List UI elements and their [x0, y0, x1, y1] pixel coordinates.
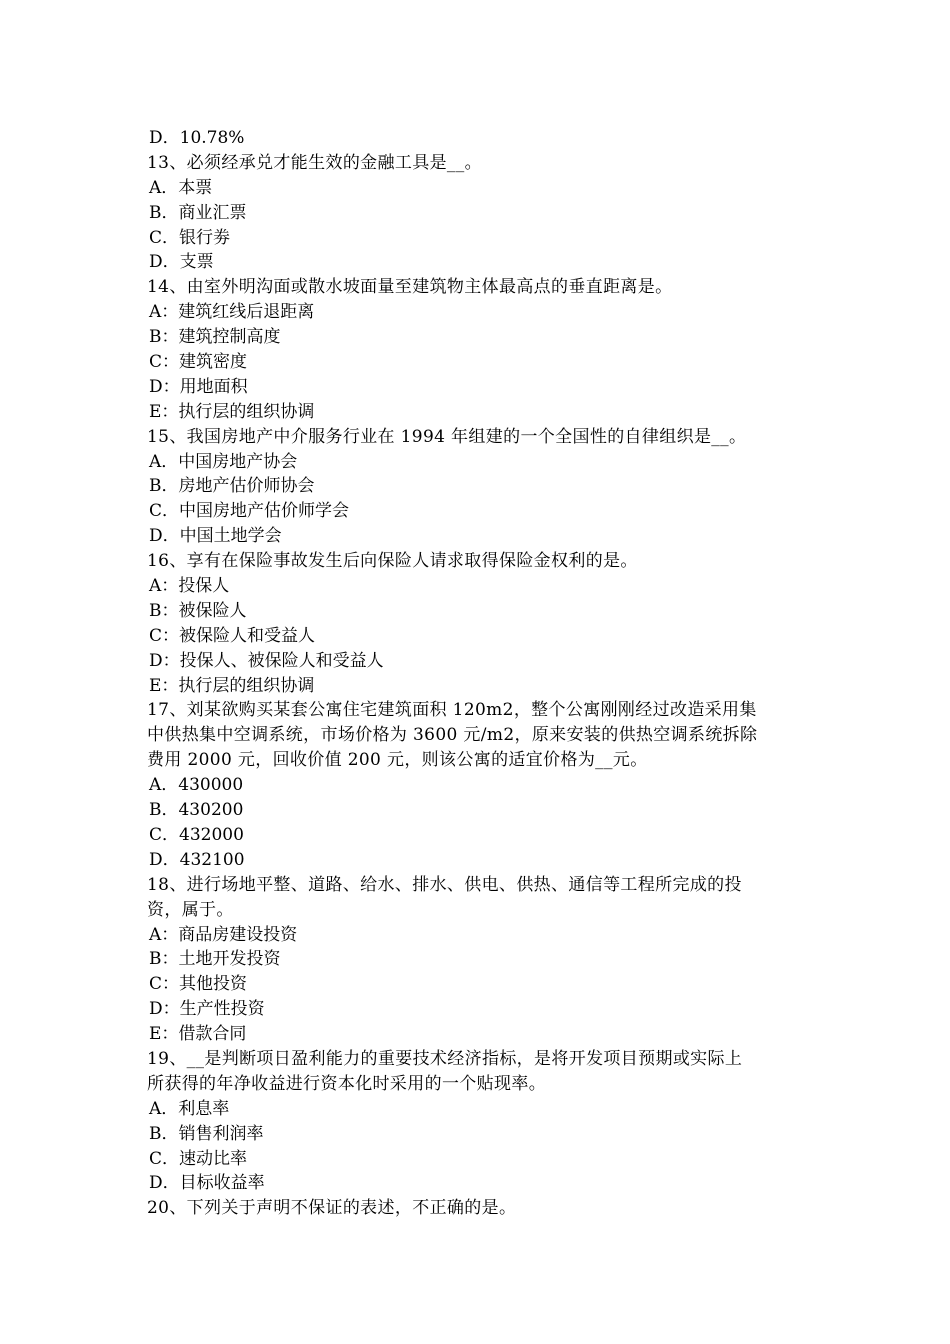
answer-option: C．432000	[149, 824, 244, 845]
answer-option: B．销售利润率	[149, 1123, 264, 1144]
answer-option: A：商品房建设投资	[149, 924, 298, 945]
question-text-line: 14、由室外明沟面或散水坡面量至建筑物主体最高点的垂直距离是。	[147, 277, 673, 298]
question-text-line: 16、享有在保险事故发生后向保险人请求取得保险金权利的是。	[147, 551, 638, 572]
question-text-line: 费用 2000 元，回收价值 200 元，则该公寓的适宜价格为__元。	[147, 750, 648, 771]
answer-option: B．430200	[149, 800, 244, 821]
question-text-line: 13、必须经承兑才能生效的金融工具是__。	[147, 152, 482, 173]
question-text-line: 19、__是判断项日盈利能力的重要技术经济指标，是将开发项目预期或实际上	[147, 1048, 743, 1069]
answer-option: A．利息率	[149, 1098, 230, 1119]
answer-option: D．中国土地学会	[149, 526, 282, 547]
answer-option: E：借款合同	[149, 1024, 247, 1045]
answer-option: B：被保险人	[149, 600, 247, 621]
answer-option: A：建筑红线后退距离	[149, 302, 315, 323]
document-page	[147, 126, 811, 1221]
answer-option: C．速动比率	[149, 1148, 248, 1169]
question-text-line: 所获得的年净收益进行资本化时采用的一个贴现率。	[147, 1073, 547, 1094]
answer-option: B．商业汇票	[149, 202, 247, 223]
answer-option: B：建筑控制高度	[149, 327, 281, 348]
answer-option: A：投保人	[149, 576, 230, 597]
answer-option: D．432100	[149, 849, 245, 870]
answer-option: E：执行层的组织协调	[149, 675, 315, 696]
question-text-line: 15、我国房地产中介服务行业在 1994 年组建的一个全国性的自律组织是__。	[147, 426, 747, 447]
answer-option: C：被保险人和受益人	[149, 625, 316, 646]
answer-option: E：执行层的组织协调	[149, 401, 315, 422]
answer-option: D．支票	[149, 252, 214, 273]
answer-option: C．银行劵	[149, 227, 231, 248]
answer-option: B：土地开发投资	[149, 949, 281, 970]
answer-option: D：投保人、被保险人和受益人	[149, 650, 384, 671]
answer-option: D．目标收益率	[149, 1173, 265, 1194]
question-text-line: 18、进行场地平整、道路、给水、排水、供电、供热、通信等工程所完成的投	[147, 874, 742, 895]
answer-option: A．本票	[149, 177, 213, 198]
answer-option: A．430000	[149, 775, 244, 796]
answer-option: C．中国房地产估价师学会	[149, 501, 350, 522]
answer-option: D：用地面积	[149, 376, 248, 397]
answer-option: D．10.78%	[149, 128, 245, 148]
question-text-line: 17、刘某欲购买某套公寓住宅建筑面积 120m2，整个公寓刚刚经过改造采用集	[147, 700, 757, 721]
question-text-line: 中供热集中空调系统，市场价格为 3600 元/m2，原来安装的供热空调系统拆除	[147, 725, 758, 746]
answer-option: C：建筑密度	[149, 352, 248, 373]
question-text-line: 资，属于。	[147, 899, 234, 920]
answer-option: A．中国房地产协会	[149, 451, 298, 472]
answer-option: C：其他投资	[149, 974, 248, 995]
question-text-line: 20、下列关于声明不保证的表述，不正确的是。	[147, 1198, 517, 1219]
answer-option: D：生产性投资	[149, 999, 265, 1020]
answer-option: B．房地产估价师协会	[149, 476, 315, 497]
